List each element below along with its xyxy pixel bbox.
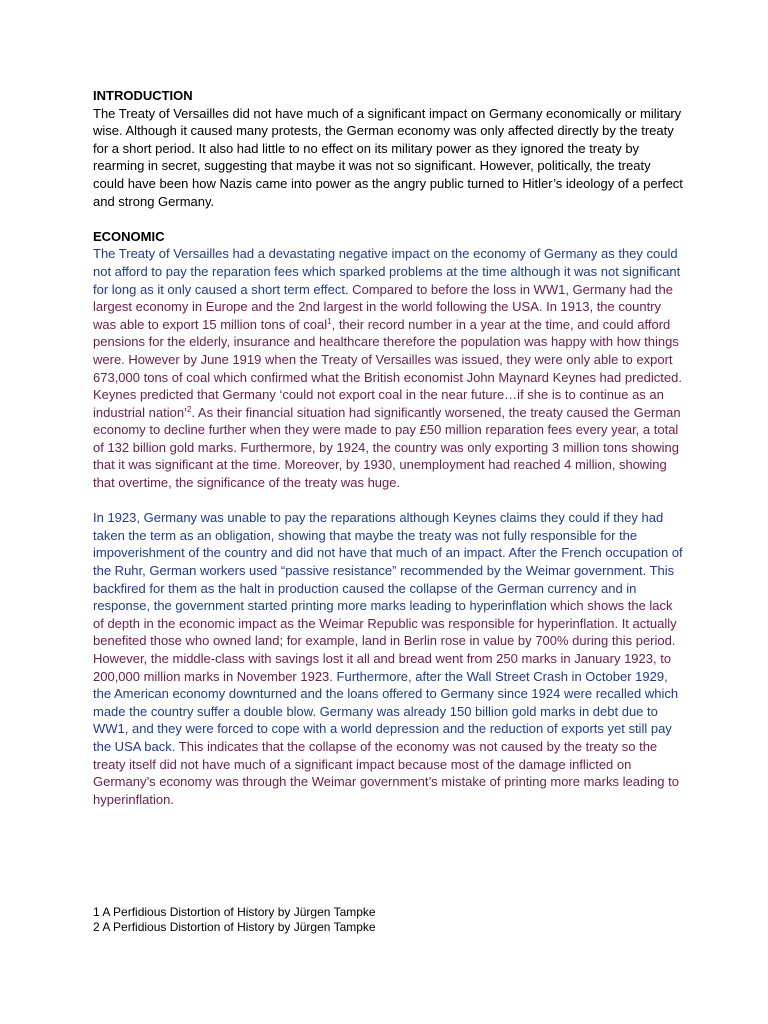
footnote-2: 2 A Perfidious Distortion of History by Jürgen Tampke [93, 920, 376, 934]
economic-p1-segment-c: , their record number in a year at the time, and could afford pensions for the elderly, insurance and healthcare therefore the population was happy with how things were. However by June 1919 when the Treaty of Versailles was issued, they were only able to export 673,000 tons of coal which confirmed what the British economist John Maynard Keynes had predicted. Keynes predicted that Germany ‘could not export coal in the near future…if she is to continue as an industrial nation’ [93, 316, 682, 420]
economic-p2-segment-b: After the French occupation of the Ruhr, German workers used “passive resistance” recommended by the Weimar government. This backfired for them as the halt in production caused the collapse of the German currency and in response, the government started printing more marks leading to hyperinflation [93, 545, 683, 614]
footnote-1: 1 A Perfidious Distortion of History by Jürgen Tampke [93, 905, 376, 919]
economic-paragraph-1 [93, 245, 683, 491]
footnote-ref-2: 2 [186, 404, 192, 414]
economic-p2-segment-d: Furthermore, after the Wall Street Crash in October 1929, the American economy downturned and the loans offered to Germany since 1924 were recalled which made the country suffer a double blow. Germany was already 150 billion gold marks in debt due to WW1, and they were forced to cope with a world depression and the reduction of exports yet still pay the USA back. [93, 668, 679, 754]
economic-paragraph-2 [93, 509, 683, 808]
economic-p2-segment-a: In 1923, Germany was unable to pay the reparations although Keynes claims they could if they had taken the term as an obligation, showing that maybe the treaty was not fully responsible for the impoverishment of the country and did not have that much of an impact. [93, 510, 664, 561]
economic-p1-segment-d: . As their financial situation had significantly worsened, the treaty caused the German economy to decline further when they were made to pay £50 million reparation fees every year, a total of 132 billion gold marks. Furthermore, by 1924, the country was only exporting 3 million tons showing that it was significant at the time. Moreover, by 1930, unemployment had reached 4 million, showing that overtime, the significance of the treaty was huge. [93, 404, 681, 491]
economic-p1-segment-b: Compared to before the loss in WW1, Germany had the largest economy in Europe and the 2nd largest in the world following the USA. In 1913, the country was able to export 15 million tons of coal [93, 281, 673, 332]
paragraph-gap [93, 210, 683, 228]
economic-p1-segment-a: The Treaty of Versailles had a devastating negative impact on the economy of Germany as they could not afford to pay the reparation fees which sparked problems at the time although it was not significant for long as it only caused a short term effect. [93, 246, 681, 297]
economic-p2-segment-e: This indicates that the collapse of the economy was not caused by the treaty so the treaty itself did not have much of a significant impact because most of the damage inflicted on Germany’s economy was through the Weimar government’s mistake of printing more marks leading to hyperinflation. [93, 738, 679, 807]
introduction-paragraph: The Treaty of Versailles did not have much of a significant impact on Germany economically or military wise. Although it caused many protests, the German economy was only affected directly by the treaty for a short period. It also had little to no effect on its military power as they ignored the treaty by rearming in secret, suggesting that maybe it was not so significant. However, politically, the treaty could have been how Nazis came into power as the angry public turned to Hitler’s ideology of a perfect and strong Germany. [93, 105, 683, 209]
economic-heading: ECONOMIC [93, 228, 165, 244]
introduction-heading: INTRODUCTION [93, 88, 193, 103]
footnotes [93, 905, 683, 935]
economic-p2-segment-c: which shows the lack of depth in the economic impact as the Weimar Republic was responsible for hyperinflation. It actually benefited those who owned land; for example, land in Berlin rose in value by 700% during this period. However, the middle-class with savings lost it all and bread went from 250 marks in January 1923, to 200,000 million marks in November 1923. [93, 598, 677, 684]
document-body [93, 87, 683, 808]
footnote-ref-1: 1 [327, 316, 332, 326]
paragraph-gap [93, 492, 683, 510]
